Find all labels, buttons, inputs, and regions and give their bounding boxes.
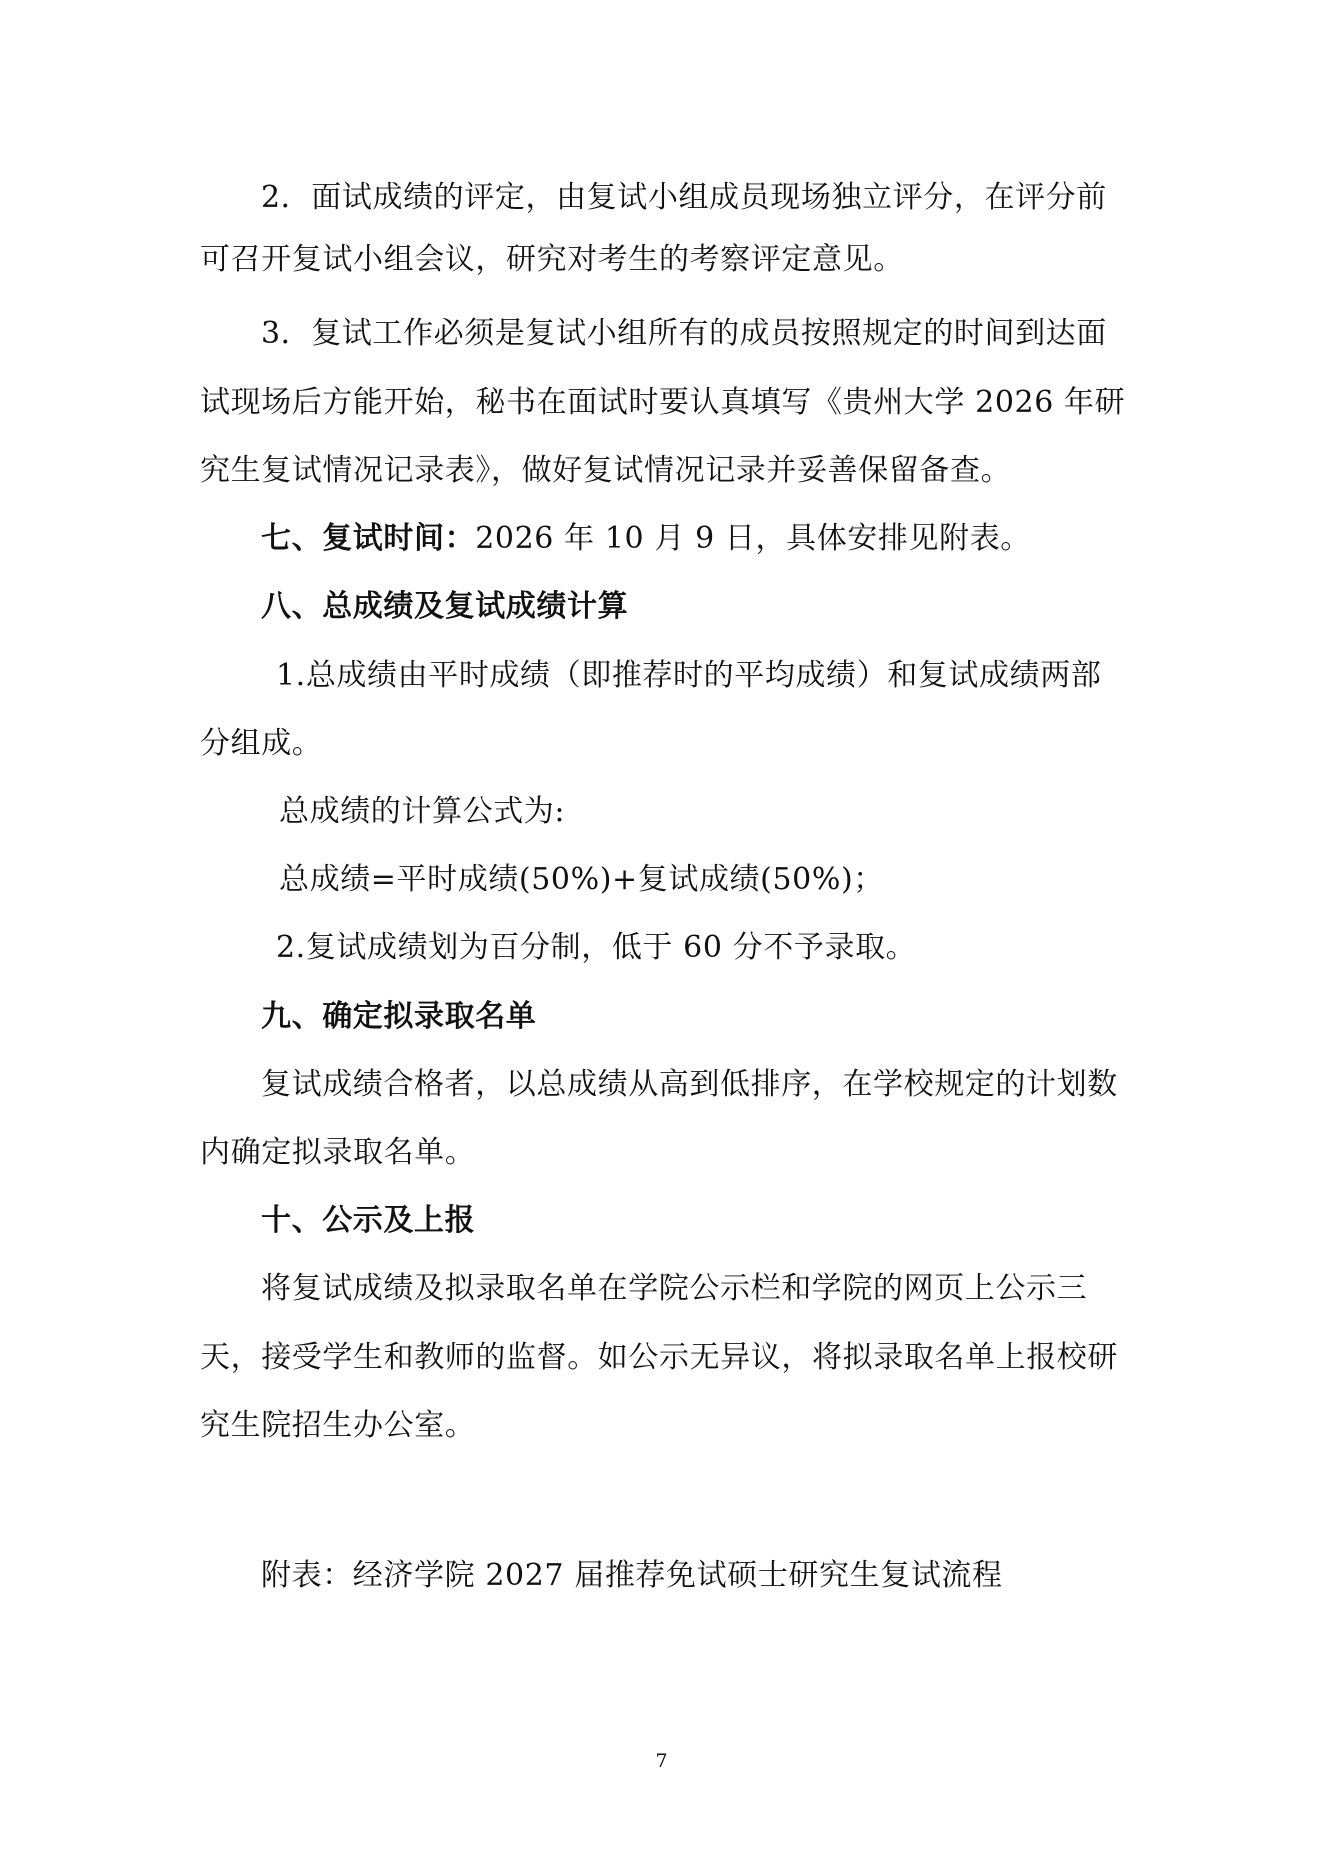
section-10-text-line-3: 究生院招生办公室。 (200, 1408, 476, 1443)
score-formula: 总成绩=平时成绩(50%)+复试成绩(50%)； (279, 862, 884, 897)
section-7-heading: 七、复试时间： (261, 521, 476, 556)
section-10-heading: 十、公示及上报 (261, 1203, 476, 1238)
section-7-line (261, 519, 1031, 559)
paragraph-interview-score-line-1: 2．面试成绩的评定，由复试小组成员现场独立评分，在评分前 (261, 180, 1107, 215)
section-10-text-line-1: 将复试成绩及拟录取名单在学院公示栏和学院的网页上公示三 (261, 1271, 1088, 1306)
attachment-note: 附表：经济学院 2027 届推荐免试硕士研究生复试流程 (261, 1558, 1003, 1593)
section-8-paragraph-1-line-2: 分组成。 (200, 726, 323, 761)
section-9-text-line-2: 内确定拟录取名单。 (200, 1135, 476, 1170)
section-10-text-line-2: 天，接受学生和教师的监督。如公示无异议，将拟录取名单上报校研 (200, 1340, 1118, 1375)
section-8-paragraph-1-line-1: 1.总成绩由平时成绩（即推荐时的平均成绩）和复试成绩两部 (276, 658, 1102, 693)
formula-intro: 总成绩的计算公式为: (279, 794, 566, 829)
page-number: 7 (655, 1750, 668, 1772)
section-9-text-line-1: 复试成绩合格者，以总成绩从高到低排序，在学校规定的计划数 (261, 1067, 1118, 1102)
section-7-text: 2026 年 10 月 9 日，具体安排见附表。 (475, 521, 1031, 556)
paragraph-interview-score-line-2: 可召开复试小组会议，研究对考生的考察评定意见。 (200, 242, 904, 277)
section-8-paragraph-2: 2.复试成绩划为百分制，低于 60 分不予录取。 (276, 930, 917, 965)
section-9-heading: 九、确定拟录取名单 (261, 999, 537, 1034)
paragraph-procedure-line-2: 试现场后方能开始，秘书在面试时要认真填写《贵州大学 2026 年研 (200, 385, 1126, 420)
paragraph-procedure-line-1: 3．复试工作必须是复试小组所有的成员按照规定的时间到达面 (261, 316, 1107, 351)
section-8-heading: 八、总成绩及复试成绩计算 (261, 589, 629, 624)
paragraph-procedure-line-3: 究生复试情况记录表》，做好复试情况记录并妥善保留备查。 (200, 453, 1012, 488)
